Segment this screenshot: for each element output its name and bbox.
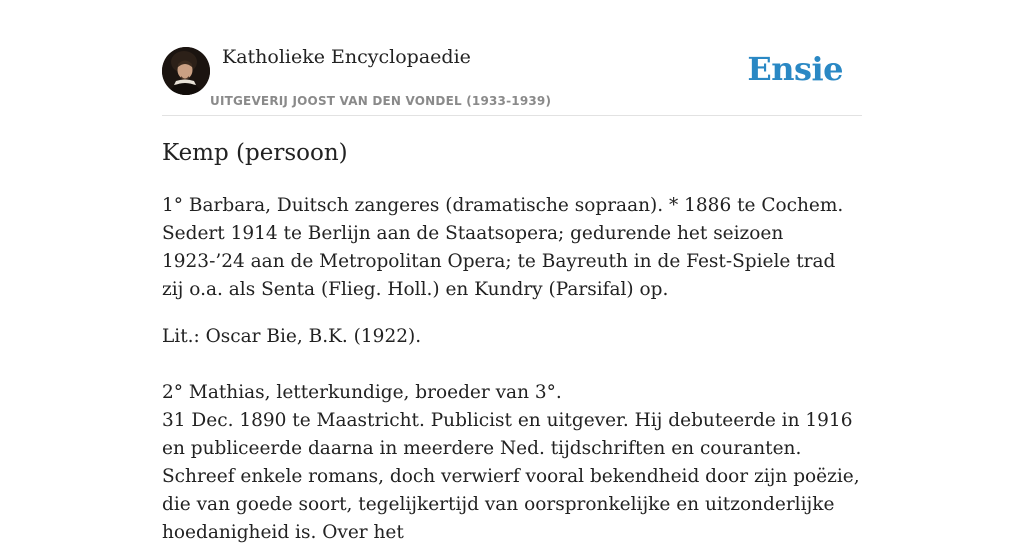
brand-logo-link[interactable]: Ensie: [747, 50, 843, 88]
avatar[interactable]: [162, 47, 210, 95]
article-paragraph: 2° Mathias, letterkundige, broeder van 3°.: [162, 382, 562, 403]
site-header: [162, 0, 862, 116]
site-subtitle: UITGEVERIJ JOOST VAN DEN VONDEL (1933-1939): [210, 94, 552, 108]
article-paragraph: Lit.: Oscar Bie, B.K. (1922).: [162, 326, 422, 347]
portrait-icon: [162, 47, 210, 95]
page-title: Kemp (persoon): [162, 140, 348, 166]
article-body: [162, 192, 862, 547]
article-paragraph: 1° Barbara, Duitsch zangeres (dramatische sopraan). * 1886 te Cochem. Sedert 1914 te Berlijn aan de Staatsopera; gedurende het seizoen 1923-’24 aan de Metropolitan Opera; te Bayreuth in de Fest-Spiele trad zij o.a. als Senta (Flieg. Holl.) en Kundry (Parsifal) op.: [162, 195, 844, 300]
page: [162, 0, 862, 543]
article-paragraph: 31 Dec. 1890 te Maastricht. Publicist en uitgever. Hij debuteerde in 1916 en publiceerde daarna in meerdere Ned. tijdschriften en couranten. Schreef enkele romans, doch verwierf vooral bekendheid door zijn poëzie, die van goede soort, tegelijkertijd van oorspronkelijke en uitzonderlijke hoedanigheid is. Over het: [162, 410, 860, 543]
site-title[interactable]: Katholieke Encyclopaedie: [222, 46, 471, 68]
